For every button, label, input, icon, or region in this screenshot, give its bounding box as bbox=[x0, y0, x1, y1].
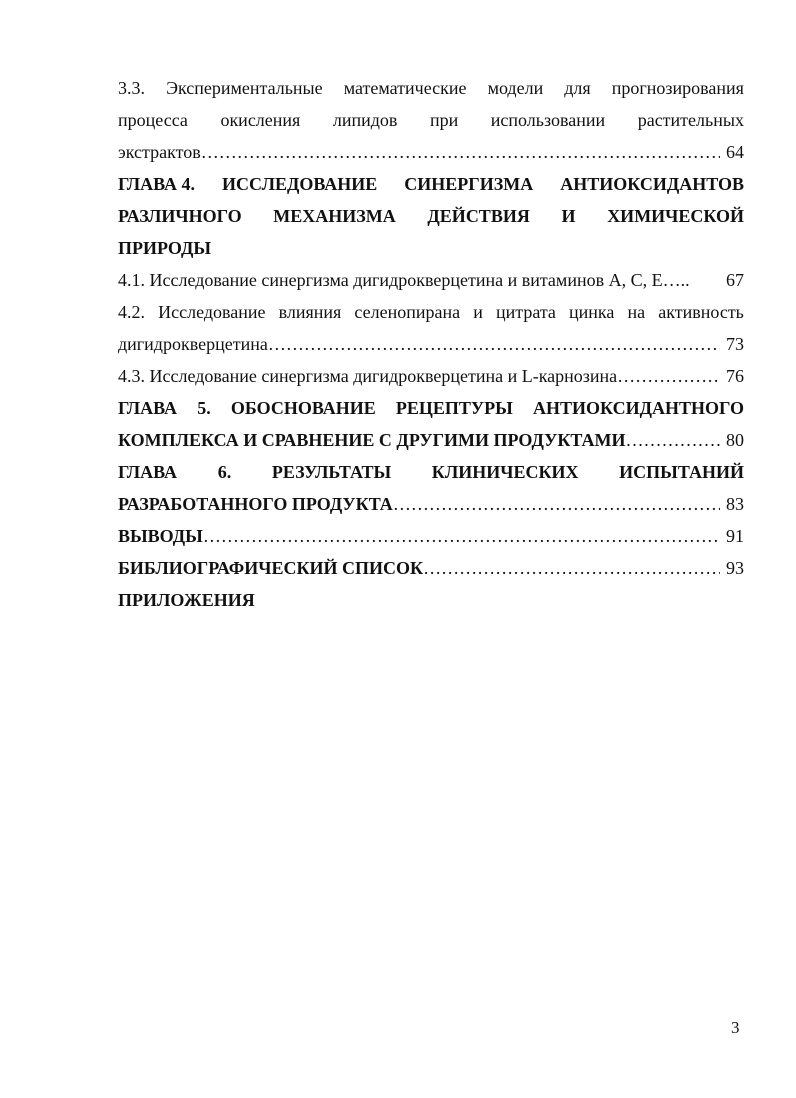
table-of-contents bbox=[118, 72, 744, 616]
word: ИСПЫТАНИЙ bbox=[619, 462, 744, 482]
page-ref: 93 bbox=[726, 558, 744, 578]
word: ХИМИЧЕСКОЙ bbox=[607, 206, 744, 226]
word: активность bbox=[658, 302, 744, 322]
word: ГЛАВА 4. bbox=[118, 174, 196, 194]
word: Экспериментальные bbox=[166, 78, 323, 98]
word: РЕЗУЛЬТАТЫ bbox=[271, 462, 392, 482]
entry-text: ПРИЛОЖЕНИЯ bbox=[118, 590, 255, 610]
word: ИССЛЕДОВАНИЕ bbox=[222, 174, 378, 194]
word: на bbox=[627, 302, 646, 322]
leader-dots bbox=[268, 328, 720, 360]
word: АНТИОКСИДАНТОВ bbox=[560, 174, 744, 194]
word: математические bbox=[343, 78, 467, 98]
toc-appendix bbox=[118, 584, 744, 616]
toc-chapter-4-line-2 bbox=[118, 200, 744, 232]
word: при bbox=[429, 110, 459, 130]
toc-chapter-6-line-2 bbox=[118, 488, 744, 520]
entry-text: 4.3. Исследование синергизма дигидрокверцетина и L-карнозина bbox=[118, 366, 618, 386]
word: процесса bbox=[118, 110, 188, 130]
word: КЛИНИЧЕСКИХ bbox=[431, 462, 579, 482]
word: ДЕЙСТВИЯ bbox=[427, 206, 530, 226]
word: 6. bbox=[217, 462, 232, 482]
page-ref: 64 bbox=[726, 142, 744, 162]
entry-text: 4.1. Исследование синергизма дигидрокверцетина и витаминов А, С, Е….. bbox=[118, 270, 690, 290]
word: И bbox=[561, 206, 576, 226]
word: ОБОСНОВАНИЕ bbox=[230, 398, 376, 418]
word: РАЗЛИЧНОГО bbox=[118, 206, 242, 226]
word: цитрата bbox=[495, 302, 556, 322]
word: цинка bbox=[569, 302, 615, 322]
page-ref: 73 bbox=[726, 334, 744, 354]
toc-chapter-5-line-2 bbox=[118, 424, 744, 456]
toc-chapter-6-line-1 bbox=[118, 456, 744, 488]
word: АНТИОКСИДАНТНОГО bbox=[532, 398, 744, 418]
word: липидов bbox=[332, 110, 398, 130]
word: МЕХАНИЗМА bbox=[273, 206, 396, 226]
toc-chapter-4-line-1 bbox=[118, 168, 744, 200]
page-number: 3 bbox=[731, 1018, 740, 1037]
word: и bbox=[473, 302, 483, 322]
page-ref: 80 bbox=[726, 430, 744, 450]
toc-entry-4-2-line-2 bbox=[118, 328, 744, 360]
toc-conclusions bbox=[118, 520, 744, 552]
leader-dots bbox=[393, 488, 720, 520]
toc-entry-4-2-line-1 bbox=[118, 296, 744, 328]
leader-dots bbox=[203, 520, 720, 552]
entry-text: ВЫВОДЫ bbox=[118, 526, 203, 546]
word: для bbox=[564, 78, 591, 98]
page-ref: 91 bbox=[726, 526, 744, 546]
word: растительных bbox=[637, 110, 744, 130]
entry-text: БИБЛИОГРАФИЧЕСКИЙ СПИСОК bbox=[118, 558, 424, 578]
toc-entry-3-3-line-1 bbox=[118, 72, 744, 104]
leader-dots bbox=[201, 136, 720, 168]
entry-text: экстрактов bbox=[118, 142, 201, 162]
word: ГЛАВА bbox=[118, 462, 178, 482]
page-ref: 76 bbox=[726, 366, 744, 386]
word: модели bbox=[487, 78, 544, 98]
toc-entry-4-1 bbox=[118, 264, 744, 296]
word: 4.2. bbox=[118, 302, 145, 322]
toc-entry-3-3-line-3 bbox=[118, 136, 744, 168]
toc-bibliography bbox=[118, 552, 744, 584]
word: окисления bbox=[220, 110, 301, 130]
word: прогнозирования bbox=[611, 78, 744, 98]
leader-dots bbox=[625, 424, 720, 456]
toc-entry-4-3 bbox=[118, 360, 744, 392]
toc-chapter-4-line-3 bbox=[118, 232, 744, 264]
page-ref: 83 bbox=[726, 494, 744, 514]
leader-dots bbox=[423, 552, 720, 584]
word: селенопирана bbox=[354, 302, 461, 322]
word: ГЛАВА bbox=[118, 398, 178, 418]
word: использовании bbox=[490, 110, 606, 130]
toc-chapter-5-line-1 bbox=[118, 392, 744, 424]
page-ref: 67 bbox=[726, 270, 744, 290]
word: влияния bbox=[278, 302, 342, 322]
entry-text: КОМПЛЕКСА И СРАВНЕНИЕ С ДРУГИМИ ПРОДУКТАМИ bbox=[118, 430, 626, 450]
toc-entry-3-3-line-2 bbox=[118, 104, 744, 136]
entry-text: дигидрокверцетина bbox=[118, 334, 268, 354]
word: Исследование bbox=[158, 302, 266, 322]
entry-text: ПРИРОДЫ bbox=[118, 238, 212, 258]
word: 3.3. bbox=[118, 78, 145, 98]
word: СИНЕРГИЗМА bbox=[404, 174, 534, 194]
entry-text: РАЗРАБОТАННОГО ПРОДУКТА bbox=[118, 494, 393, 514]
leader-dots bbox=[617, 360, 720, 392]
word: РЕЦЕПТУРЫ bbox=[395, 398, 513, 418]
word: 5. bbox=[197, 398, 211, 418]
